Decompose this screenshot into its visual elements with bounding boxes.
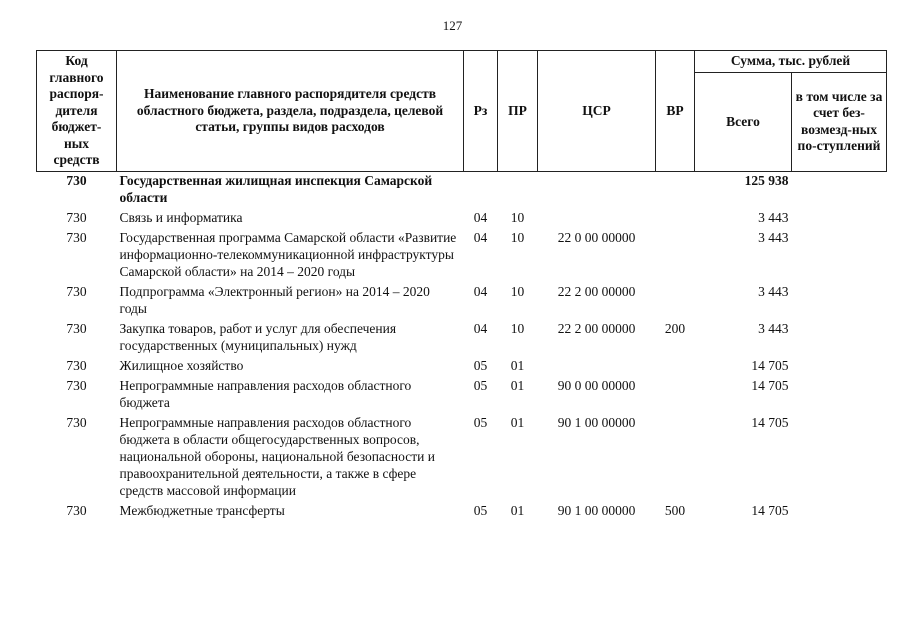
row-rz: 04	[473, 321, 488, 336]
row-rz: 04	[473, 230, 488, 245]
header-total: Всего	[695, 72, 792, 172]
row-code: 730	[66, 230, 87, 245]
row-vr	[656, 172, 695, 209]
page-number: 127	[442, 18, 463, 33]
row-rz: 05	[473, 415, 488, 430]
row-code: 730	[66, 321, 87, 336]
table-header	[37, 51, 887, 172]
table-row	[37, 282, 887, 319]
row-vr: 500	[664, 503, 686, 518]
table-row	[37, 413, 887, 501]
row-code: 730	[66, 173, 87, 188]
row-gratuitous	[792, 501, 887, 521]
row-rz	[464, 172, 498, 209]
header-pr: ПР	[498, 51, 538, 172]
row-total: 3 443	[758, 321, 789, 336]
row-pr: 10	[510, 230, 525, 245]
table-row	[37, 319, 887, 356]
row-name: Непрограммные направления расходов областного бюджета	[119, 378, 412, 410]
header-name: Наименование главного распорядителя средств областного бюджета, раздела, подраздела, целевой статьи, группы видов расходов	[117, 51, 464, 172]
row-gratuitous	[792, 282, 887, 319]
row-pr: 01	[510, 378, 525, 393]
row-total: 14 705	[751, 503, 789, 518]
row-rz: 05	[473, 358, 488, 373]
row-code: 730	[66, 503, 87, 518]
row-name: Непрограммные направления расходов областного бюджета в области общегосударственных вопросов, национальной обороны, национальной безопасности и правоохранительной деятельности, а также в сфере средств массовой информации	[119, 415, 435, 498]
row-csr: 22 2 00 00000	[557, 321, 636, 336]
header-sum: Сумма, тыс. рублей	[695, 51, 887, 73]
row-pr: 01	[510, 358, 525, 373]
row-total: 3 443	[758, 284, 789, 299]
table-row	[37, 172, 887, 209]
row-vr	[656, 413, 695, 501]
row-pr	[498, 172, 538, 209]
row-gratuitous	[792, 208, 887, 228]
row-vr	[656, 228, 695, 282]
row-total: 14 705	[751, 378, 789, 393]
row-pr: 01	[510, 415, 525, 430]
row-rz: 05	[473, 503, 488, 518]
row-pr: 10	[510, 210, 525, 225]
row-gratuitous	[792, 376, 887, 413]
table-row	[37, 501, 887, 521]
row-csr	[538, 356, 656, 376]
row-name: Межбюджетные трансферты	[119, 503, 285, 518]
table-row	[37, 356, 887, 376]
table-row	[37, 208, 887, 228]
row-vr	[656, 356, 695, 376]
row-vr	[656, 208, 695, 228]
row-vr: 200	[664, 321, 686, 336]
row-csr: 22 0 00 00000	[557, 230, 636, 245]
header-code: Код главного распоря-дителя бюджет-ных средств	[37, 51, 117, 172]
row-code: 730	[66, 378, 87, 393]
row-gratuitous	[792, 319, 887, 356]
row-rz: 05	[473, 378, 488, 393]
row-name: Государственная жилищная инспекция Самарской области	[119, 173, 433, 205]
row-name: Закупка товаров, работ и услуг для обеспечения государственных (муниципальных) нужд	[119, 321, 397, 353]
row-name: Подпрограмма «Электронный регион» на 2014 – 2020 годы	[119, 284, 430, 316]
row-pr: 10	[510, 284, 525, 299]
row-name: Связь и информатика	[119, 210, 243, 225]
row-name: Жилищное хозяйство	[119, 358, 244, 373]
row-pr: 01	[510, 503, 525, 518]
row-code: 730	[66, 415, 87, 430]
row-rz: 04	[473, 284, 488, 299]
row-csr	[538, 208, 656, 228]
row-total: 3 443	[758, 210, 789, 225]
row-vr	[656, 282, 695, 319]
row-name: Государственная программа Самарской области «Развитие информационно-телекоммуникационной инфраструктуры Самарской области» на 2014 – 2020 годы	[119, 230, 457, 279]
header-vr: ВР	[656, 51, 695, 172]
table-row	[37, 376, 887, 413]
row-csr: 22 2 00 00000	[557, 284, 636, 299]
row-code: 730	[66, 210, 87, 225]
budget-table	[36, 50, 887, 521]
row-gratuitous	[792, 356, 887, 376]
row-csr: 90 0 00 00000	[557, 378, 636, 393]
header-rz: Рз	[464, 51, 498, 172]
row-code: 730	[66, 358, 87, 373]
row-total: 14 705	[751, 358, 789, 373]
row-gratuitous	[792, 413, 887, 501]
row-gratuitous	[792, 172, 887, 209]
header-gratuitous: в том числе за счет без-возмезд-ных по-ступлений	[792, 72, 887, 172]
row-pr: 10	[510, 321, 525, 336]
row-gratuitous	[792, 228, 887, 282]
row-rz: 04	[473, 210, 488, 225]
header-csr: ЦСР	[538, 51, 656, 172]
row-csr	[538, 172, 656, 209]
row-csr: 90 1 00 00000	[557, 415, 636, 430]
row-total: 125 938	[744, 173, 789, 188]
row-csr: 90 1 00 00000	[557, 503, 636, 518]
row-total: 3 443	[758, 230, 789, 245]
row-vr	[656, 376, 695, 413]
row-total: 14 705	[751, 415, 789, 430]
row-code: 730	[66, 284, 87, 299]
table-row	[37, 228, 887, 282]
table-body	[37, 172, 887, 522]
